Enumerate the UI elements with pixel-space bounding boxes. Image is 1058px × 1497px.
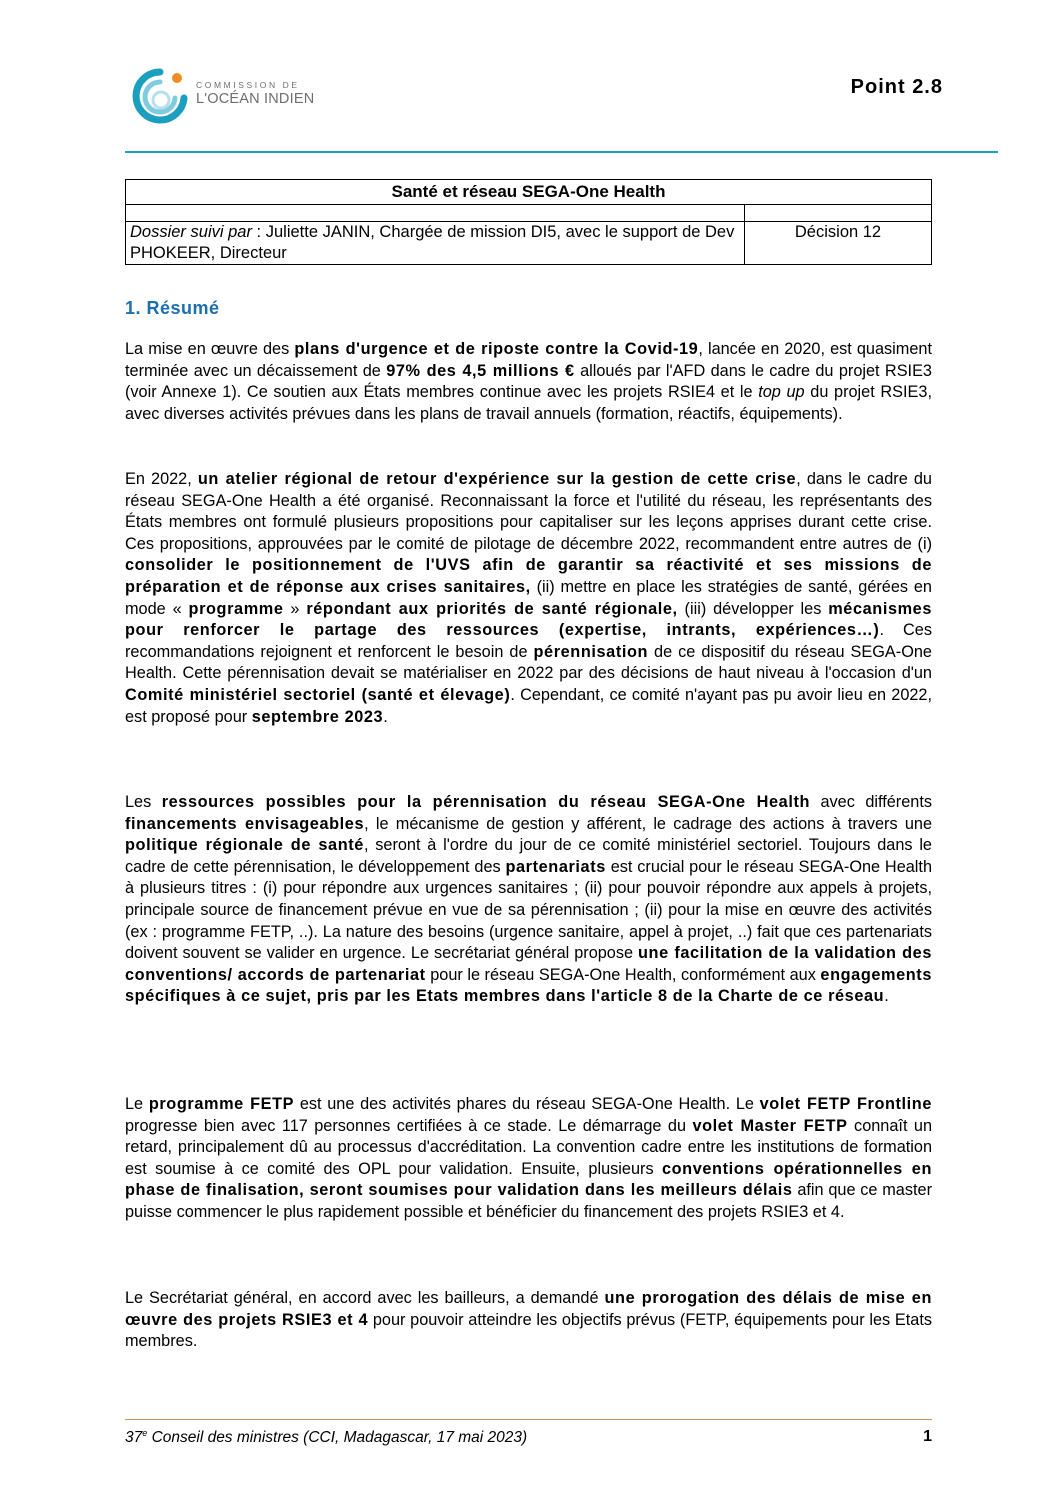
italic-run: top up [758,383,805,402]
text-run: de ce dispositif du réseau SEGA-One Health. Cette pérennisation devait se matérialiser en 2022 par des décisions de haut niveau à l'occasion d'un [125,642,932,683]
dossier-cell [126,222,745,265]
coi-logo [130,66,320,126]
text-run: . Ces recommandations rejoignent et renforcent le besoin de [125,621,932,661]
bold-run: partenariats [505,857,606,876]
text-run: , dans le cadre du réseau SEGA-One Health a été organisé. Reconnaissant la force et l'utilité du réseau, les représentants des États membres ont formulé plusieurs propositions pour capitaliser sur les leçons apprises durant cette crise. Ces propositions, approuvées par le comité de pilotage de décembre 2022, recommandent entre autres de (i) [125,470,932,553]
section-number: 1. [125,298,142,318]
text-run: (ii) mettre en place les stratégies de santé, gérées en mode « [125,577,932,618]
text-run: est crucial pour le réseau SEGA-One Health à plusieurs titres : (i) pour répondre aux urgences sanitaires ; (ii) pour pouvoir répondre aux appels à projets, principale source de financement prévue en vue de sa pérennisation ; (ii) pour la mise en œuvre des activités (ex : programme FETP, ..). La nature des besoins (urgence sanitaire, appel à projet, ..) fait que ces partenariats doivent souvent se valider en urgence. Le secrétariat général propose [125,857,932,963]
text-run: du projet RSIE3, avec diverses activités prévues dans les plans de travail annuels (formation, réactifs, équipements). [125,383,932,423]
paragraph-5 [125,1288,932,1353]
bold-run: mécanismes pour renforcer le partage des ressources (expertise, intrants, expériences…) [125,599,932,640]
logo-line2: L'OCÉAN INDIEN [196,91,315,107]
bold-run: pérennisation [533,642,649,661]
bold-run: politique régionale de santé [125,836,364,855]
paragraph-text [125,792,932,1008]
point-label: Point 2.8 [850,76,943,98]
paragraph-4 [125,1094,932,1224]
text-run: La mise en œuvre des [125,340,295,358]
bold-run: programme FETP [148,1095,295,1113]
text-run: afin que ce master puisse commencer le plus rapidement possible et bénéficier du financement des projets RSIE3 et 4. [125,1181,932,1221]
text-run: . Cependant, ce comité n'ayant pas pu avoir lieu en 2022, est proposé pour [125,685,933,726]
paragraph-text [125,1094,932,1224]
dossier-text: : Juliette JANIN, Chargée de mission DI5, avec le support de Dev PHOKEER, Directeur [130,223,735,262]
bold-run: engagements spécifiques à ce sujet, pris par les Etats membres dans l'article 8 de la Charte de ce réseau [125,965,932,1006]
section-heading [125,298,220,319]
bold-run: septembre 2023 [251,707,384,726]
text-run: connaît un retard, principalement dû au processus d'accréditation. La convention cadre entre les institutions de formation est soumise à ce comité des OPL pour validation. Ensuite, plusieurs [125,1116,933,1178]
bold-run: consolider le positionnement de l'UVS afin de garantir sa réactivité et ses missions de préparation et de réponse aux crises sanitaires, [125,556,932,596]
footer-meeting: Conseil des ministres (CCI, Madagascar, 17 mai 2023) [147,1429,528,1447]
paragraph-2 [125,469,932,728]
footer-ordinal: 37 [125,1429,143,1447]
text-run: , lancée en 2020, est quasiment terminée avec un décaissement de [125,340,932,380]
info-table [125,179,932,265]
logo-line1: COMMISSION DE [196,80,300,90]
section-title: Résumé [146,298,220,318]
bold-run: conventions opérationnelles en phase de finalisation, seront soumises pour validation dans les meilleurs délais [125,1159,932,1200]
empty-cell-right [745,205,932,222]
text-run: En 2022, [125,470,198,488]
text-run: avec différents [810,793,933,811]
text-run: » [283,599,307,618]
empty-cell-left [126,205,745,222]
bold-run: financements envisageables [125,814,365,833]
text-run: , seront à l'ordre du jour de ce comité ministériel sectoriel. Toujours dans le cadre de cette pérennisation, le développement des [125,836,932,876]
footer-rule [125,1419,932,1420]
paragraph-1 [125,339,932,425]
bold-run: plans d'urgence et de riposte contre la Covid-19 [294,340,699,358]
paragraph-text [125,339,932,425]
text-run: pour le réseau SEGA-One Health, conformément aux [425,965,821,984]
text-run: Le Secrétariat général, en accord avec les bailleurs, a demandé [125,1289,605,1307]
text-run: . [884,987,889,1006]
bold-run: une prorogation des délais de mise en œuvre des projets RSIE3 et 4 [125,1289,933,1329]
paragraph-text [125,1288,932,1353]
bold-run: un atelier régional de retour d'expérience sur la gestion de cette crise [197,470,797,488]
text-run: alloués par l'AFD dans le cadre du projet RSIE3 (voir Annexe 1). Ce soutien aux États membres continue avec les projets RSIE4 et le [125,361,932,402]
paragraph-3 [125,792,932,1008]
bold-run: 97% des 4,5 millions € [386,361,575,380]
bold-run: répondant aux priorités de santé régionale, [306,599,678,618]
footer-ordinal-suffix: e [142,1428,148,1438]
text-run: progresse bien avec 117 personnes certifiées à ce stade. Le démarrage du [125,1116,693,1135]
text-run: (iii) développer les [677,599,829,618]
text-run: . [383,707,388,726]
header-rule [125,151,998,153]
paragraph-text [125,469,932,728]
text-run: pour pouvoir atteindre les objectifs prévus (FETP, équipements pour les Etats membres. [125,1310,932,1351]
bold-run: ressources possibles pour la pérennisation du réseau SEGA-One Health [161,793,811,811]
text-run: est une des activités phares du réseau SEGA-One Health. Le [294,1095,760,1113]
text-run: , le mécanisme de gestion y afférent, le cadrage des actions à travers une [364,814,932,833]
bold-run: programme [188,599,284,618]
bold-run: une facilitation de la validation des conventions/ accords de partenariat [125,944,932,984]
dossier-label: Dossier suivi par [130,223,252,241]
document-title: Santé et réseau SEGA-One Health [126,180,932,205]
page-number: 1 [923,1428,932,1445]
logo-text [196,80,314,107]
bold-run: Comité ministériel sectoriel (santé et élevage) [125,685,511,704]
text-run: Les [125,793,162,811]
bold-run: volet Master FETP [692,1116,848,1135]
text-run: Le [125,1095,149,1113]
footer-text [125,1428,527,1447]
bold-run: volet FETP Frontline [759,1095,933,1113]
decision-cell: Décision 12 [745,222,932,265]
coi-logo-icon [130,66,190,126]
